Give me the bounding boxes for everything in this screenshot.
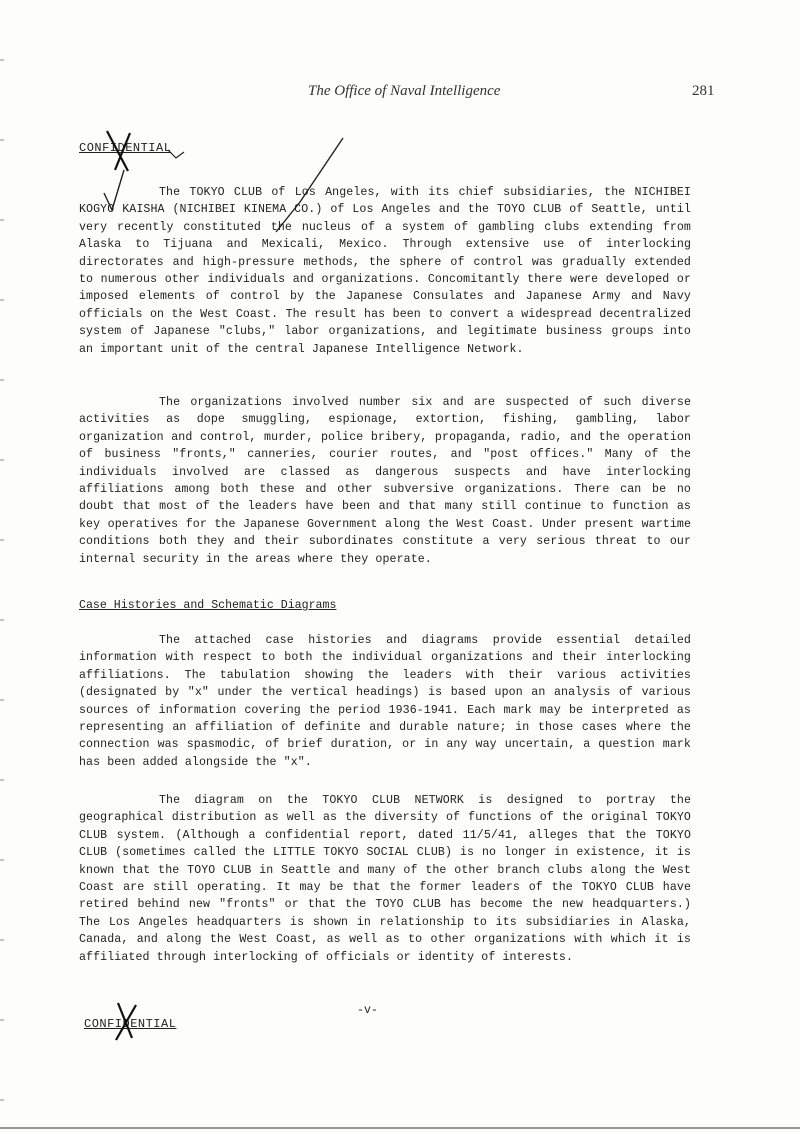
body-paragraph: The attached case histories and diagrams provide essential detailed information with respect to both the individual organizations and their interlocking affiliations. The tabulation showing the leaders with their various activities (designated by "x" under the vertical headings) is based upon an analysis of various sources of information covering the period 1936-1941. Each mark may be interpreted as representing an affiliation of definite and durable nature; in those cases where the connection was spasmodic, of brief duration, or in any way uncertain, a question mark has been added alongside the "x". <box>79 634 691 769</box>
body-paragraph: The organizations involved number six and are suspected of such diverse activities as dope smuggling, espionage, extortion, fishing, gambling, labor organization and control, murder, police bribery, propaganda, radio, and the operation of business "fronts," canneries, courier routes, and "post offices." Many of the individuals involved are classed as dangerous suspects and have interlocking affiliations among both these and other subversive organizations. There can be no doubt that most of the leaders have been and that many still continue to function as key operatives for the Japanese Government along the West Coast. Under present wartime conditions both they and their subordinates constitute a very serious threat to our internal security in the areas where they operate. <box>79 396 691 566</box>
typed-page-marker: -v- <box>357 1004 378 1017</box>
scan-bottom-edge <box>0 1127 800 1129</box>
page-number: 281 <box>692 83 715 99</box>
running-head <box>0 83 800 105</box>
classification-stamp-bottom: CONFIDENTIAL <box>84 1017 177 1031</box>
book-title: The Office of Naval Intelligence <box>308 83 501 99</box>
scan-edge-ticks <box>0 0 6 1134</box>
body-paragraph: The diagram on the TOKYO CLUB NETWORK is designed to portray the geographical distribution as well as the diversity of functions of the original TOKYO CLUB system. (Although a confidential report, dated 11/5/41, alleges that the TOKYO CLUB (sometimes called the LITTLE TOKYO SOCIAL CLUB) is no longer in existence, it is known that the TOYO CLUB in Seattle and many of the other branch clubs along the West Coast are still operating. It may be that the former leaders of the TOKYO CLUB have retired behind new "fronts" or that the TOYO CLUB has become the new headquarters.) The Los Angeles headquarters is shown in relationship to its subsidiaries in Alaska, Canada, and along the West Coast, as well as to other organizations with which it is affiliated through interlocking of officials or identity of interests. <box>79 794 691 964</box>
body-paragraph: The TOKYO CLUB of Los Angeles, with its chief subsidiaries, the NICHIBEI KOGYO KAISHA (NICHIBEI KINEMA CO.) of Los Angeles and the TOYO CLUB of Seattle, until very recently constituted the nucleus of a system of gambling clubs extending from Alaska to Tijuana and Mexicali, Mexico. Through extensive use of interlocking directorates and high-pressure methods, the sphere of control was gradually extended to numerous other individuals and organizations. Concomitantly there were developed or imposed elements of control by the Japanese Consulates and Japanese Army and Navy officials on the West Coast. The result has been to convert a widespread decentralized system of Japanese "clubs," labor organizations, and legitimate business groups into an important unit of the central Japanese Intelligence Network. <box>79 186 691 356</box>
classification-stamp-top: CONFIDENTIAL <box>79 141 172 155</box>
section-heading: Case Histories and Schematic Diagrams <box>79 599 337 612</box>
